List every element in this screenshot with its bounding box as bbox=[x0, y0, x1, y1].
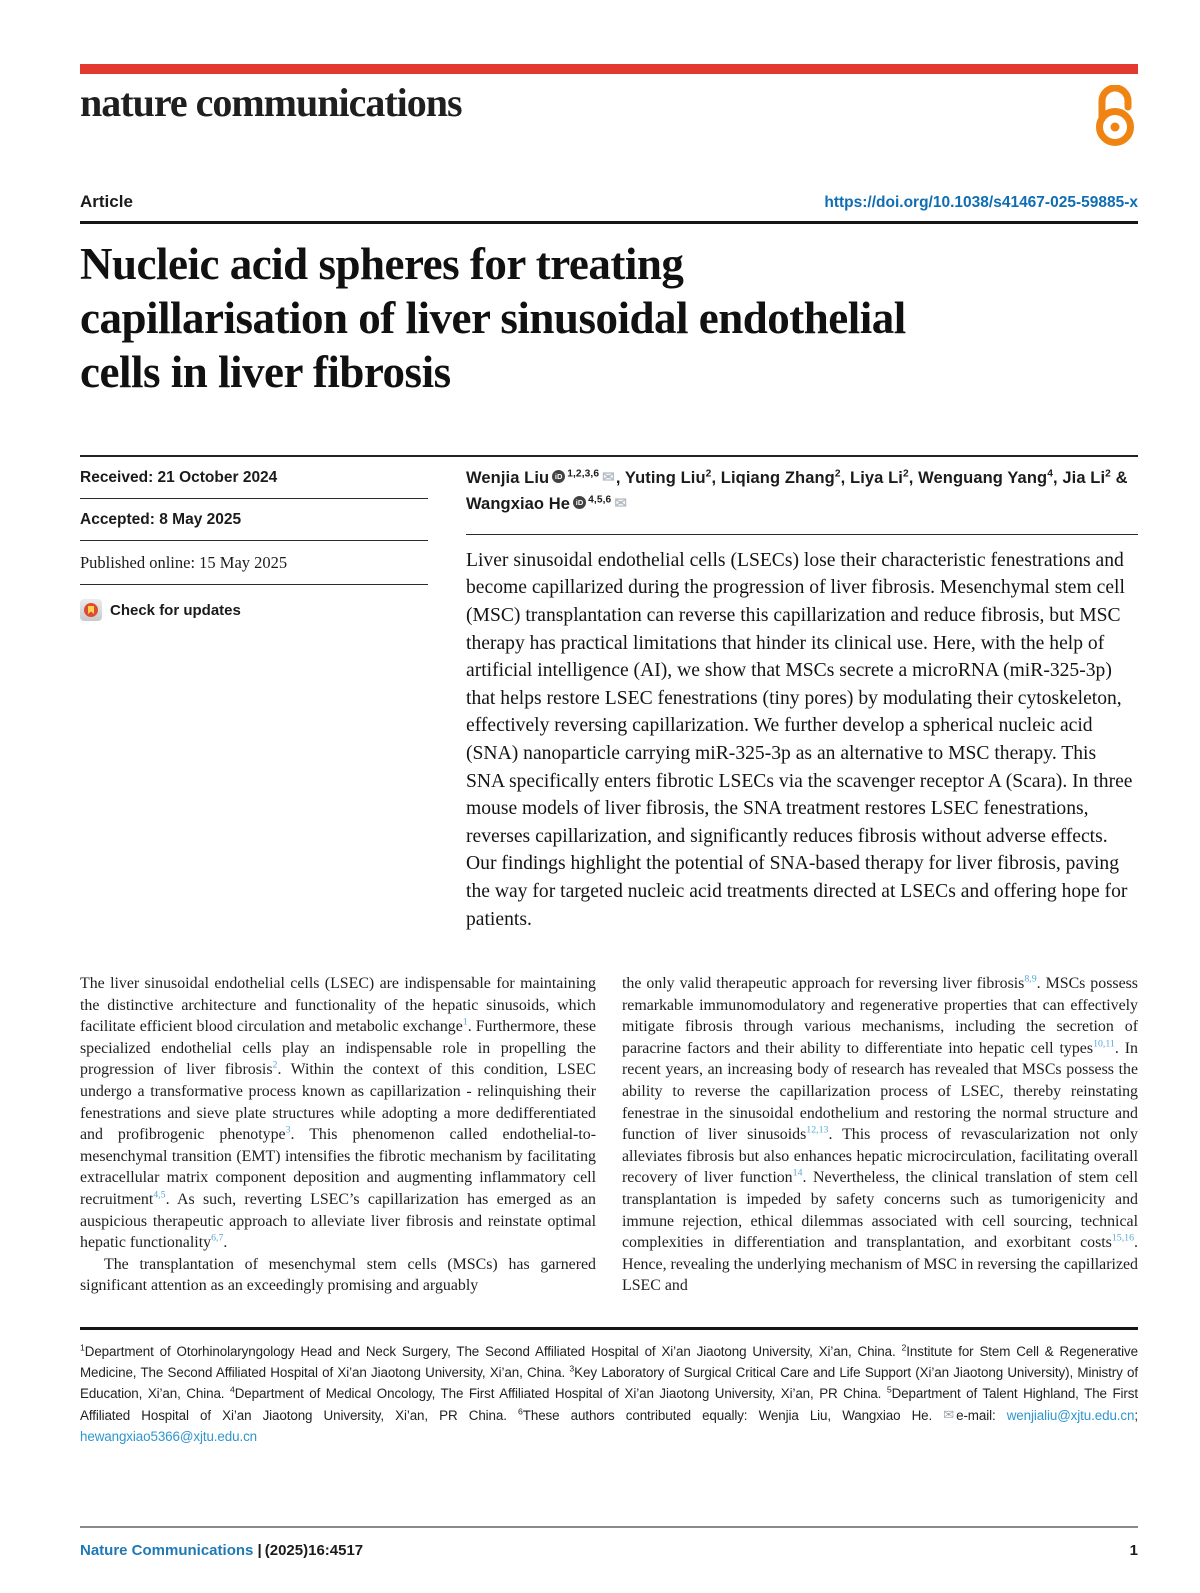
title-line-1: Nucleic acid spheres for treating bbox=[80, 239, 684, 289]
reference-superscript[interactable]: 10,11 bbox=[1093, 1038, 1115, 1050]
text-segment: . Furthermore, these specialized endothelial cells play an indispensable role in propelling the progression of liver fibrosis bbox=[80, 1018, 596, 1079]
text-segment: , Wenguang Yang bbox=[908, 469, 1048, 487]
reference-superscript[interactable]: 2 bbox=[272, 1060, 278, 1072]
reference-superscript[interactable]: 6,7 bbox=[211, 1232, 224, 1244]
check-for-updates-button[interactable] bbox=[80, 585, 428, 621]
affiliation-superscript: 2 bbox=[834, 468, 841, 480]
reference-superscript[interactable]: 14 bbox=[792, 1168, 803, 1180]
affiliation-superscript: 3 bbox=[569, 1363, 575, 1374]
reference-superscript[interactable]: 4,5 bbox=[153, 1189, 166, 1201]
page-number: 1 bbox=[1129, 1542, 1138, 1559]
affiliation-superscript: 1,2,3,6 bbox=[567, 468, 600, 480]
affiliations-text bbox=[80, 1330, 1138, 1447]
journal-name-link[interactable]: Nature Communications bbox=[80, 1542, 254, 1559]
text-segment: . This process of revascularization not only alleviates fibrosis but also enhances hepatic microcirculation, facilitating overall recovery of liver function bbox=[622, 1126, 1138, 1187]
body-paragraph bbox=[80, 1254, 596, 1297]
body-text bbox=[80, 973, 1138, 1297]
text-segment: . Nevertheless, the clinical translation of stem cell transplantation is impeded by safety concerns such as tumorigenicity and immune rejection, ethical dilemmas associated with cell sourcing, technical complexities in differentiation and transplantation, and exorbitant costs bbox=[622, 1169, 1139, 1252]
affiliations-section bbox=[80, 1327, 1138, 1447]
text-segment: Wenjia Liu bbox=[466, 469, 550, 487]
affiliation-superscript: 2 bbox=[705, 468, 712, 480]
reference-superscript[interactable]: 15,16 bbox=[1111, 1232, 1135, 1244]
email-link[interactable]: wenjialiu@xjtu.edu.cn bbox=[1006, 1408, 1135, 1423]
text-segment: . MSCs possess remarkable immunomodulatory and regenerative properties that can effectively mitigate fibrosis through various mechanisms, including the secretion of paracrine factors and their ability to differentiate into hepatic cell types bbox=[622, 975, 1138, 1057]
text-segment: These authors contributed equally: Wenjia Liu, Wangxiao He. bbox=[522, 1408, 944, 1423]
text-segment: e-mail: bbox=[956, 1408, 1007, 1423]
citation-text: (2025)16:4517 bbox=[261, 1542, 364, 1559]
text-segment: , Jia Li bbox=[1053, 469, 1106, 487]
text-segment: . Hence, revealing the underlying mechanism of MSC in reversing the capillarized LSEC and bbox=[622, 1234, 1138, 1295]
masthead bbox=[80, 81, 1138, 152]
reference-superscript[interactable]: 3 bbox=[285, 1124, 291, 1136]
text-segment: & Wangxiao He bbox=[466, 469, 1128, 514]
abstract-text: Liver sinusoidal endothelial cells (LSECs) lose their characteristic fenestrations and become capillarized during the progression of liver fibrosis. Mesenchymal stem cell (MSC) transplantation can reverse this capillarization and reduce fibrosis, but MSC therapy has practical limitations that hinder its clinical use. Here, with the help of artificial intelligence (AI), we show that MSCs secrete a microRNA (miR-325-3p) that helps restore LSEC fenestrations (tiny pores) by modulating their cytoskeleton, effectively reversing capillarization. We further develop a spherical nucleic acid (SNA) nanoparticle carrying miR-325-3p as an alternative to MSC therapy. This SNA specifically enters fibrotic LSECs via the scavenger receptor A (Scara). In three mouse models of liver fibrosis, the SNA treatment restores LSEC fenestrations, reverses capillarization, and significantly reduces fibrosis without adverse effects. Our findings highlight the potential of SNA-based therapy for liver fibrosis, paving the way for targeted nucleic acid treatments directed at LSECs and offering hope for patients. bbox=[466, 549, 1133, 930]
received-date: Received: 21 October 2024 bbox=[80, 457, 428, 499]
affiliation-superscript: 2 bbox=[1105, 468, 1111, 480]
footer-divider bbox=[80, 1526, 1138, 1528]
body-paragraph bbox=[622, 973, 1138, 1297]
affiliation-superscript: 4 bbox=[229, 1384, 235, 1395]
article-title bbox=[80, 237, 1138, 399]
body-column-right bbox=[622, 973, 1138, 1297]
page-footer bbox=[80, 1526, 1138, 1559]
abstract-section bbox=[466, 534, 1138, 933]
envelope-icon: ✉ bbox=[943, 1407, 955, 1422]
article-type-label: Article bbox=[80, 192, 133, 211]
email-link[interactable]: hewangxiao5366@xjtu.edu.cn bbox=[80, 1429, 258, 1444]
accepted-date: Accepted: 8 May 2025 bbox=[80, 499, 428, 541]
text-segment: . This phenomenon called endothelial-to-mesenchymal transition (EMT) intensifies the fibrotic mechanism by facilitating extracellular matrix component deposition and augmenting inflammatory cell recruitment bbox=[80, 1126, 596, 1209]
text-segment: , Liya Li bbox=[840, 469, 903, 487]
open-access-icon bbox=[1092, 85, 1138, 152]
brand-red-bar bbox=[80, 64, 1138, 74]
text-segment: Department of Medical Oncology, The First Affiliated Hospital of Xi’an Jiaotong University, Xi’an, PR China. bbox=[234, 1386, 887, 1401]
text-segment: , Yuting Liu bbox=[615, 469, 706, 487]
affiliation-superscript: 2 bbox=[902, 468, 909, 480]
envelope-icon: ✉ bbox=[614, 495, 627, 513]
meta-section bbox=[80, 455, 1138, 933]
text-segment: Key Laboratory of Surgical Critical Care and Life Support (Xi’an Jiaotong University), Ministry of Education, Xi’an, China. bbox=[80, 1365, 1138, 1401]
text-segment: Department of Talent Highland, The First Affiliated Hospital of Xi’an Jiaotong University, Xi’an, PR China. bbox=[80, 1386, 1138, 1423]
text-segment: The liver sinusoidal endothelial cells (LSEC) are indispensable for maintaining the distinctive architecture and functionality of the hepatic sinusoids, which facilitate efficient blood circulation and metabolic exchange bbox=[80, 975, 596, 1036]
reference-superscript[interactable]: 8,9 bbox=[1024, 973, 1037, 985]
affiliation-superscript: 2 bbox=[901, 1342, 907, 1353]
text-segment: Institute for Stem Cell & Regenerative Medicine, The Second Affiliated Hospital of Xi’an Jiaotong University, Xi’an, China. bbox=[80, 1344, 1138, 1380]
text-segment: the only valid therapeutic approach for reversing liver fibrosis bbox=[622, 975, 1025, 993]
text-segment: ; bbox=[1134, 1408, 1138, 1423]
reference-superscript[interactable]: 1 bbox=[462, 1016, 468, 1028]
affiliation-superscript: 6 bbox=[518, 1406, 523, 1417]
doi-link[interactable]: https://doi.org/10.1038/s41467-025-59885-x bbox=[824, 194, 1138, 211]
affiliation-superscript: 1 bbox=[80, 1342, 85, 1353]
body-column-left bbox=[80, 973, 596, 1297]
journal-citation bbox=[80, 1542, 363, 1559]
published-date: Published online: 15 May 2025 bbox=[80, 541, 428, 585]
title-line-3: cells in liver fibrosis bbox=[80, 347, 451, 397]
text-segment: The transplantation of mesenchymal stem cells (MSCs) has garnered significant attention as an exceedingly promising and arguably bbox=[80, 1255, 596, 1295]
affiliation-superscript: 5 bbox=[886, 1384, 892, 1395]
citation-separator: | bbox=[257, 1542, 262, 1559]
text-segment: , Liqiang Zhang bbox=[711, 469, 835, 487]
text-segment: . bbox=[223, 1234, 228, 1252]
authors-abstract-column bbox=[466, 457, 1138, 933]
crossmark-icon bbox=[80, 599, 102, 621]
orcid-icon: iD bbox=[552, 470, 565, 483]
article-header-row bbox=[80, 192, 1138, 224]
dates-column bbox=[80, 457, 428, 933]
journal-logo: nature communications bbox=[80, 80, 462, 125]
affiliation-superscript: 4,5,6 bbox=[588, 494, 612, 506]
text-segment: . As such, reverting LSEC’s capillarization has emerged as an auspicious therapeutic approach to alleviate liver fibrosis and reinstate optimal hepatic functionality bbox=[80, 1191, 596, 1252]
affiliation-superscript: 4 bbox=[1047, 468, 1053, 480]
text-segment: . Within the context of this condition, LSEC undergo a transformative process known as capillarization - relinquishing their fenestrations and sieve plate structures while adopting a more dedifferentiated and profibrogenic phenotype bbox=[80, 1061, 596, 1144]
text-segment: Department of Otorhinolaryngology Head and Neck Surgery, The Second Affiliated Hospital of Xi’an Jiaotong University, Xi’an, China. bbox=[84, 1344, 902, 1359]
check-for-updates-label: Check for updates bbox=[110, 601, 241, 619]
orcid-icon: iD bbox=[573, 496, 586, 509]
envelope-icon: ✉ bbox=[602, 469, 615, 486]
text-segment: . In recent years, an increasing body of research has revealed that MSCs possess the ability to reverse the capillarization process of LSEC, thereby reinstating fenestrae in the sinusoidal endothelium and restoring the normal structure and function of liver sinusoids bbox=[622, 1039, 1138, 1144]
title-line-2: capillarisation of liver sinusoidal endothelial bbox=[80, 293, 906, 343]
reference-superscript[interactable]: 12,13 bbox=[806, 1124, 829, 1136]
body-paragraph bbox=[80, 973, 596, 1254]
author-list bbox=[466, 457, 1138, 518]
